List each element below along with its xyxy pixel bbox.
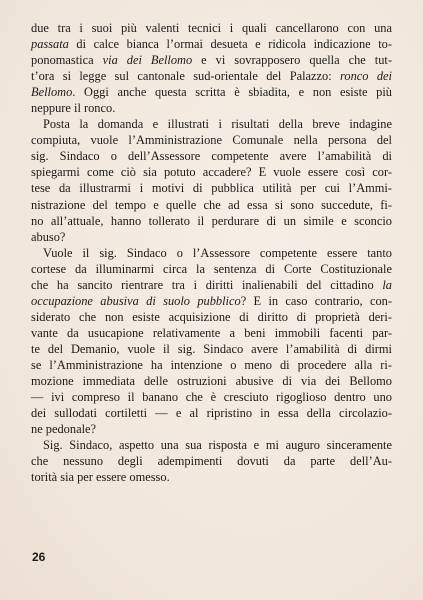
- text-run: di calce bianca l’ormai desueta e ridicola indicazione to-: [68, 37, 392, 52]
- text-line: [31, 309, 392, 325]
- text-run: te del Demanio, vuole il sig. Sindaco avere l’amabilità di dirmi: [31, 341, 392, 356]
- paragraph: [31, 20, 392, 116]
- text-line: [31, 453, 392, 469]
- text-run: nistrazione del tempo e quelle che ad essa si sono succedute, fi-: [31, 197, 392, 212]
- text-line: [31, 325, 392, 341]
- text-run: dei sullodati cortiletti — e al ripristino in essa della circolazio-: [31, 406, 392, 421]
- text-run: due tra i suoi più valenti tecnici i quali cancellarono con una: [31, 21, 392, 35]
- text-line: [31, 293, 392, 309]
- text-run: e vi sovrapposero quella che tut-: [192, 53, 392, 68]
- text-line: [31, 341, 392, 357]
- italic-text: ronco dei: [340, 69, 392, 84]
- text-run: Sig. Sindaco, aspetto una sua risposta e mi auguro sinceramente: [43, 438, 392, 453]
- text-line: [31, 84, 392, 100]
- text-run: neppure il ronco.: [31, 101, 116, 116]
- paragraph: [31, 116, 392, 244]
- text-run: compiuta, vuole l’Amministrazione Comunale nella persona del: [31, 133, 392, 148]
- text-line: [31, 405, 392, 421]
- text-line: [31, 100, 392, 116]
- text-run: abuso?: [31, 229, 66, 244]
- body-text: [31, 20, 392, 485]
- text-line: [31, 421, 392, 437]
- text-run: . Oggi anche questa scritta è sbiadita, e non esiste più: [72, 85, 392, 100]
- text-run: Vuole il sig. Sindaco o l’Assessore competente essere tanto: [43, 245, 392, 260]
- text-line: [31, 469, 392, 485]
- text-line: [31, 197, 392, 213]
- text-run: siderato che non esiste acquisizione di diritto di proprietà deri-: [31, 309, 392, 324]
- text-line: [31, 213, 392, 229]
- text-line: [31, 36, 392, 52]
- text-run: ? E in caso contrario, con-: [240, 293, 392, 308]
- text-line: [31, 132, 392, 148]
- text-run: torità sia per essere omesso.: [31, 470, 170, 485]
- text-line: [31, 180, 392, 196]
- paragraph: [31, 245, 392, 438]
- text-line: [31, 68, 392, 84]
- text-line: [31, 148, 392, 164]
- text-line: [31, 164, 392, 180]
- text-line: [31, 357, 392, 373]
- italic-text: via dei Bellomo: [102, 53, 193, 68]
- text-run: ponomastica: [31, 53, 103, 68]
- text-line: [31, 245, 392, 261]
- text-line: [31, 52, 392, 68]
- text-run: t’ora si legge sul cantonale sud-orientale del Palazzo:: [31, 69, 341, 84]
- text-line: [31, 116, 392, 132]
- text-run: no all’attuale, hanno tollerato il perdurare di un simile e sconcio: [31, 213, 392, 228]
- text-line: [31, 389, 392, 405]
- text-run: — ivi compreso il banano che è cresciuto rigoglioso dentro uno: [31, 390, 392, 405]
- text-line: [31, 261, 392, 277]
- italic-text: la: [382, 277, 392, 292]
- text-line: [31, 229, 392, 245]
- text-line: [31, 373, 392, 389]
- text-run: cortese da illuminarmi circa la sentenza di Corte Costituzionale: [31, 261, 392, 276]
- paragraph: [31, 437, 392, 485]
- text-run: tese da illustrarmi i motivi di pubblica utilità per cui l’Ammi-: [31, 181, 392, 196]
- text-run: Posta la domanda e illustrati i risultati della breve indagine: [43, 117, 392, 132]
- text-run: se l’Amministrazione ha intenzione o meno di procedere alla ri-: [31, 357, 392, 372]
- page-number: 26: [32, 550, 46, 564]
- text-run: spiegarmi come ciò sia potuto accadere? E vuole essere così cor-: [31, 165, 392, 180]
- text-run: che nessuno degli adempimenti dovuti da parte dell’Au-: [31, 454, 392, 469]
- text-line: [31, 277, 392, 293]
- italic-text: Bellomo: [31, 85, 73, 100]
- italic-text: passata: [31, 37, 69, 52]
- text-run: ne pedonale?: [31, 422, 97, 437]
- text-line: [31, 20, 392, 36]
- text-line: [31, 437, 392, 453]
- text-run: sig. Sindaco o dell’Assessore competente avere l’amabilità di: [31, 149, 392, 164]
- italic-text: occupazione abusiva di suolo pubblico: [31, 293, 241, 308]
- text-run: mozione immediata delle ostruzioni abusive di via dei Bellomo: [31, 374, 392, 389]
- text-run: che ha sancito rientrare tra i diritti inalienabili del cittadino: [31, 277, 383, 292]
- text-run: vante da usucapione relativamente a beni immobili facenti par-: [31, 325, 392, 340]
